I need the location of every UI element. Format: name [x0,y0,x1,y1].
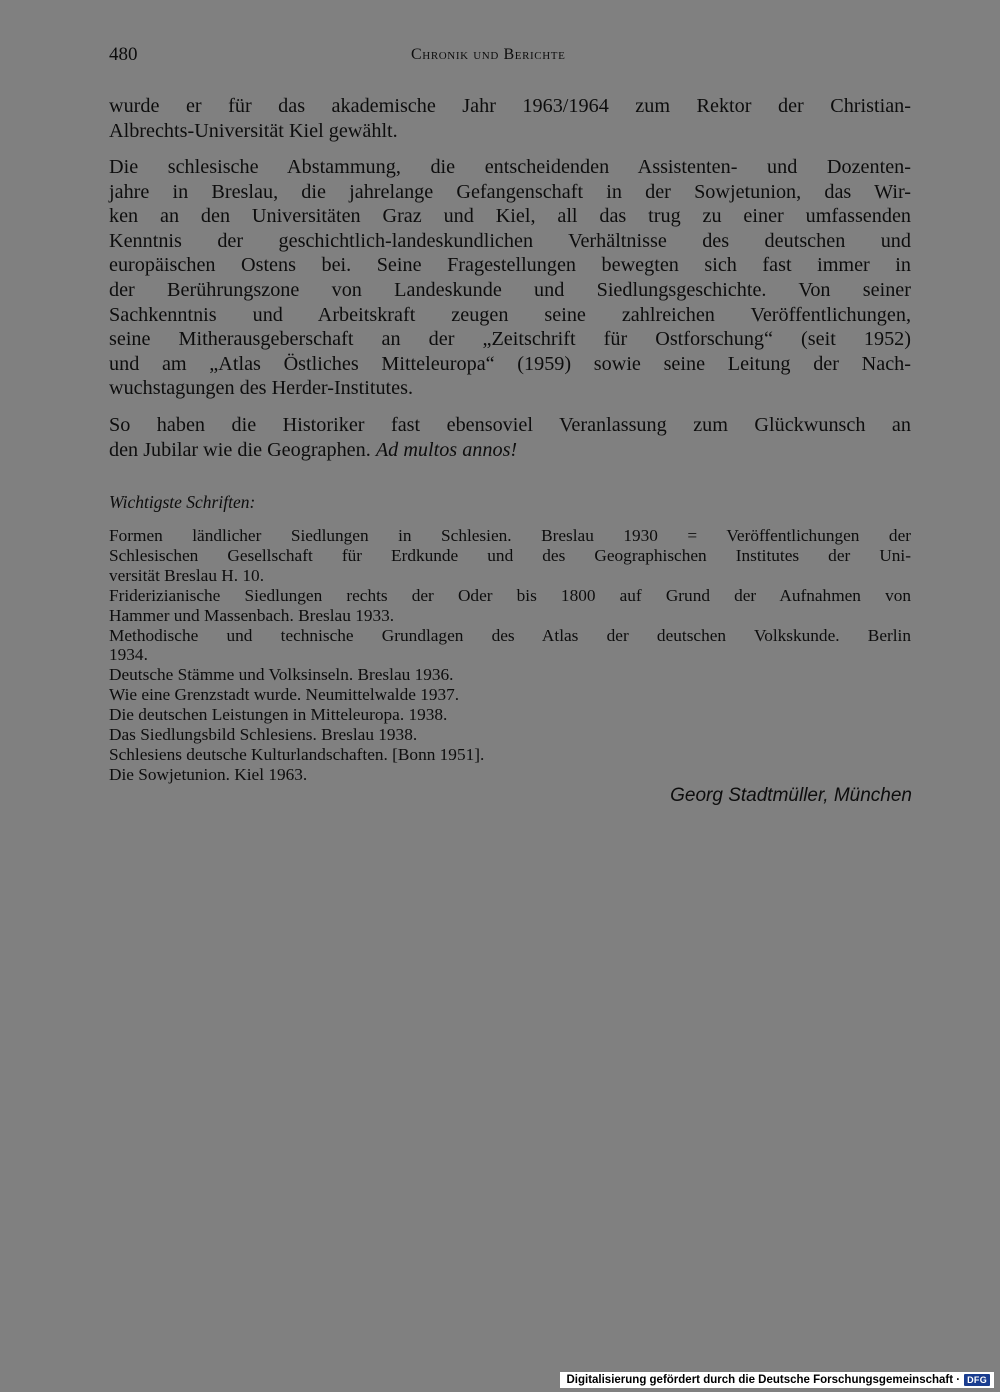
closing-sentence: den Jubilar wie die Geographen. [109,438,376,461]
works-line: 1934. [109,645,148,665]
paragraph-3 [109,413,911,462]
works-line: Wie eine Grenzstadt wurde. Neumittelwalde 1937. [109,685,460,705]
paragraph-line [109,438,911,463]
works-line: Friderizianische Siedlungen rechts der Oder bis 1800 auf Grund der Aufnahmen von [109,585,911,605]
digitization-footer [560,1372,994,1388]
running-title: Chronik und Berichte [411,46,566,63]
paragraph-line: Sachkenntnis und Arbeitskraft zeugen seine zahlreichen Veröffentlichungen, [109,303,911,326]
works-line: versität Breslau H. 10. [109,565,265,585]
paragraph-1 [109,94,911,143]
footer-text: Digitalisierung gefördert durch die Deutsche Forschungsgemeinschaft · [566,1374,961,1386]
dfg-logo-icon: DFG [964,1374,990,1386]
works-line: Die deutschen Leistungen in Mitteleuropa. 1938. [109,705,448,725]
works-heading: Wichtigste Schriften: [109,492,256,512]
paragraph-line: jahre in Breslau, die jahrelange Gefangenschaft in der Sowjetunion, das Wir- [109,180,911,203]
paragraph-line: ken an den Universitäten Graz und Kiel, all das trug zu einer umfassenden [109,205,911,228]
paragraph-line: So haben die Historiker fast ebensoviel Veranlassung zum Glückwunsch an [109,414,911,436]
works-line: Schlesischen Gesellschaft für Erdkunde und des Geographischen Institutes der Uni- [109,545,911,565]
paragraph-line: und am „Atlas Östliches Mitteleuropa“ (1959) sowie seine Leitung der Nach- [109,352,911,375]
paragraph-line: seine Mitherausgeberschaft an der „Zeitschrift für Ostforschung“ (seit 1952) [109,328,911,351]
paragraph-line: wuchstagungen des Herder-Institutes. [109,377,414,400]
paragraph-line: Albrechts-Universität Kiel gewählt. [109,119,398,142]
ad-multos-annos: Ad multos annos! [375,438,518,461]
works-line: Formen ländlicher Siedlungen in Schlesien. Breslau 1930 = Veröffentlichungen der [109,526,911,545]
works-line: Hammer und Massenbach. Breslau 1933. [109,605,395,625]
works-line: Methodische und technische Grundlagen des Atlas der deutschen Volkskunde. Berlin [109,625,911,645]
paragraph-line: Die schlesische Abstammung, die entscheidenden Assistenten- und Dozenten- [109,156,911,178]
paragraph-line: der Berührungszone von Landeskunde und Siedlungsgeschichte. Von seiner [109,278,911,301]
paragraph-line: Kenntnis der geschichtlich-landeskundlichen Verhältnisse des deutschen und [109,229,911,252]
works-line: Die Sowjetunion. Kiel 1963. [109,764,308,784]
page-number: 480 [109,44,138,65]
works-list [109,526,911,785]
paragraph-line: europäischen Ostens bei. Seine Fragestellungen bewegten sich fast immer in [109,254,911,277]
works-line: Schlesiens deutsche Kulturlandschaften. [Bonn 1951]. [109,744,485,764]
paragraph-line: wurde er für das akademische Jahr 1963/1964 zum Rektor der Christian- [109,95,911,117]
works-line: Deutsche Stämme und Volksinseln. Breslau 1936. [109,665,454,685]
author-signature: Georg Stadtmüller, München [670,785,912,806]
works-line: Das Siedlungsbild Schlesiens. Breslau 1938. [109,725,418,745]
paragraph-2 [109,155,911,401]
